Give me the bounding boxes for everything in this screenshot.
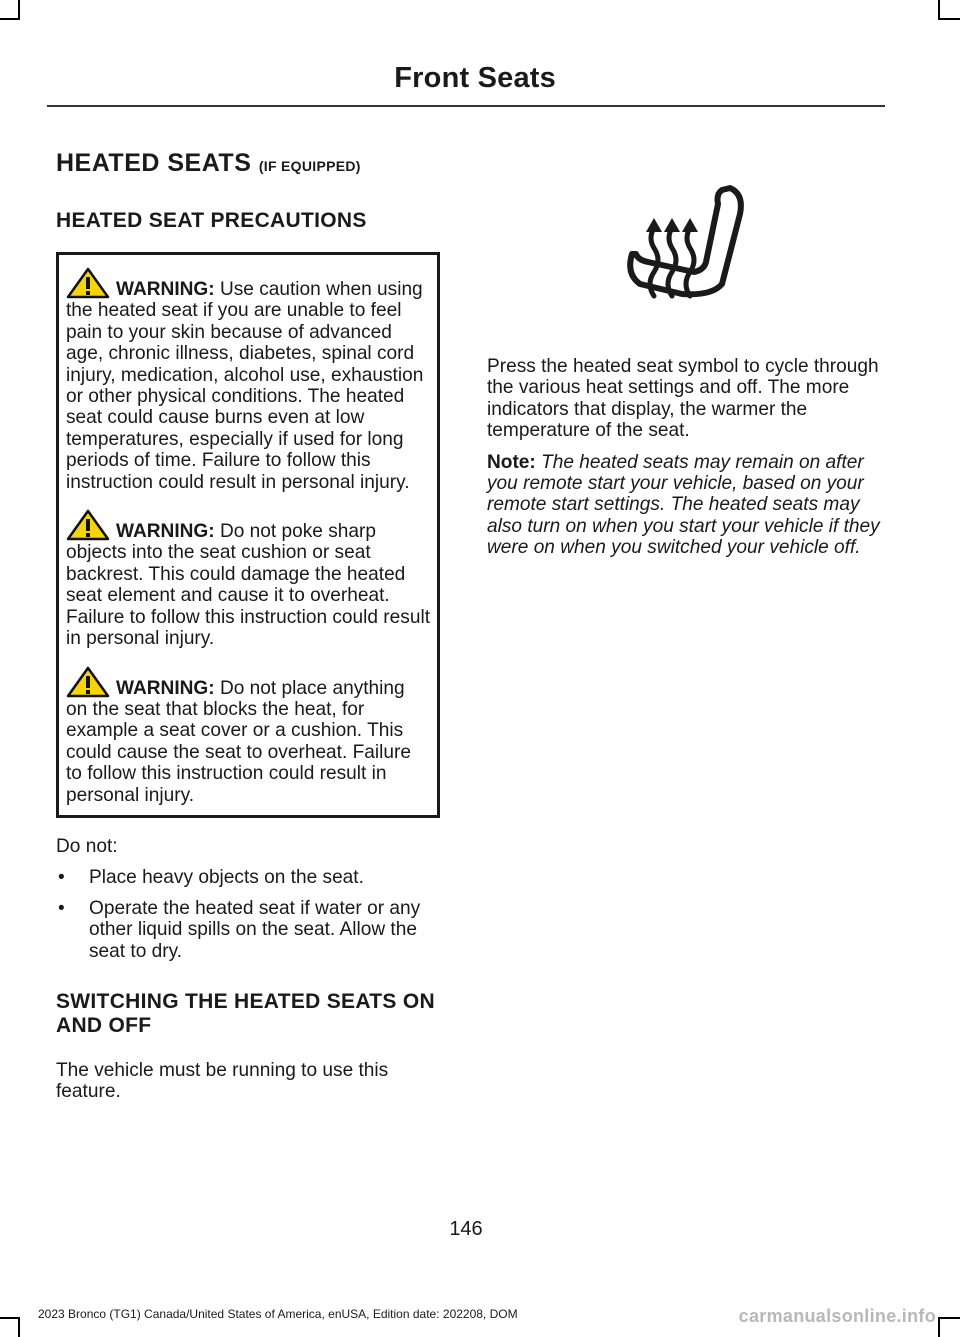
crop-mark [940, 1317, 960, 1319]
watermark-logo: carmanualsonline.info [738, 1306, 936, 1326]
list-item-text: Operate the heated seat if water or any other liquid spills on the seat. Allow the seat to dry. [89, 897, 421, 962]
page-header-title: Front Seats [394, 62, 556, 94]
crop-mark [0, 1317, 20, 1319]
footer-edition: 2023 Bronco (TG1) Canada/United States of America, enUSA, Edition date: 202208, DOM [38, 1307, 518, 1321]
left-column-lower [56, 836, 446, 1103]
section-title [56, 146, 446, 183]
bullet-mark: • [58, 897, 65, 919]
crop-mark [0, 18, 20, 20]
header-divider [47, 105, 885, 107]
note-paragraph [487, 452, 885, 559]
crop-mark [938, 0, 940, 20]
crop-mark [940, 18, 960, 20]
warning-triangle-icon [66, 666, 110, 698]
warning-label: WARNING: [116, 521, 215, 543]
warning-item [66, 509, 431, 649]
list-item [56, 898, 446, 962]
heated-seat-icon [622, 184, 752, 304]
switching-title: SWITCHING THE HEATED SEATS ON AND OFF [56, 990, 435, 1038]
switching-text: The vehicle must be running to use this feature. [56, 1060, 389, 1103]
warning-text: Do not place anything on the seat that blocks the heat, for example a seat cover or a cushion. This could cause the seat to overheat. Failure to follow this instruction could result in personal injury. [66, 677, 411, 806]
warning-text: Use caution when using the heated seat if you are unable to feel pain to your skin because of advanced age, chronic illness, diabetes, spinal cord injury, medication, alcohol use, exhaustion or other physical conditions. The heated seat could cause burns even at low temperatures, especially if used for long periods of time. Failure to follow this instruction could result in personal injury. [66, 279, 424, 493]
warning-text: Do not poke sharp objects into the seat cushion or seat backrest. This could damage the heated seat element and cause it to overheat. Failure to follow this instruction could result in personal injury. [66, 521, 431, 650]
warning-triangle-icon [66, 509, 110, 541]
left-column [56, 146, 446, 233]
bullet-mark: • [58, 867, 65, 889]
warning-label: WARNING: [116, 279, 215, 300]
list-item [56, 867, 446, 888]
note-text: The heated seats may remain on after you remote start your vehicle, based on your remote start settings. The heated seats may also turn on when you start your vehicle if they were on when you switched your vehicle off. [487, 451, 880, 559]
page-number: 146 [449, 1218, 483, 1240]
right-column [487, 356, 885, 559]
crop-mark [18, 0, 20, 20]
do-not-list [56, 867, 446, 962]
warning-item [66, 666, 431, 806]
warning-label: WARNING: [116, 677, 215, 699]
section-title-qualifier: (IF EQUIPPED) [258, 158, 361, 174]
warning-triangle-icon [66, 267, 110, 299]
list-item-text: Place heavy objects on the seat. [89, 867, 364, 889]
heated-seat-instructions: Press the heated seat symbol to cycle through the various heat settings and off. The more indicators that display, the warmer the temperature of the seat. [487, 356, 879, 442]
note-label: Note: [487, 451, 536, 473]
do-not-intro: Do not: [56, 836, 118, 857]
section-subtitle: HEATED SEAT PRECAUTIONS [56, 209, 367, 232]
crop-mark [938, 1317, 940, 1337]
section-title-text: HEATED SEATS [56, 149, 252, 177]
warning-item [66, 267, 431, 493]
crop-mark [18, 1317, 20, 1337]
warning-box [56, 252, 440, 818]
